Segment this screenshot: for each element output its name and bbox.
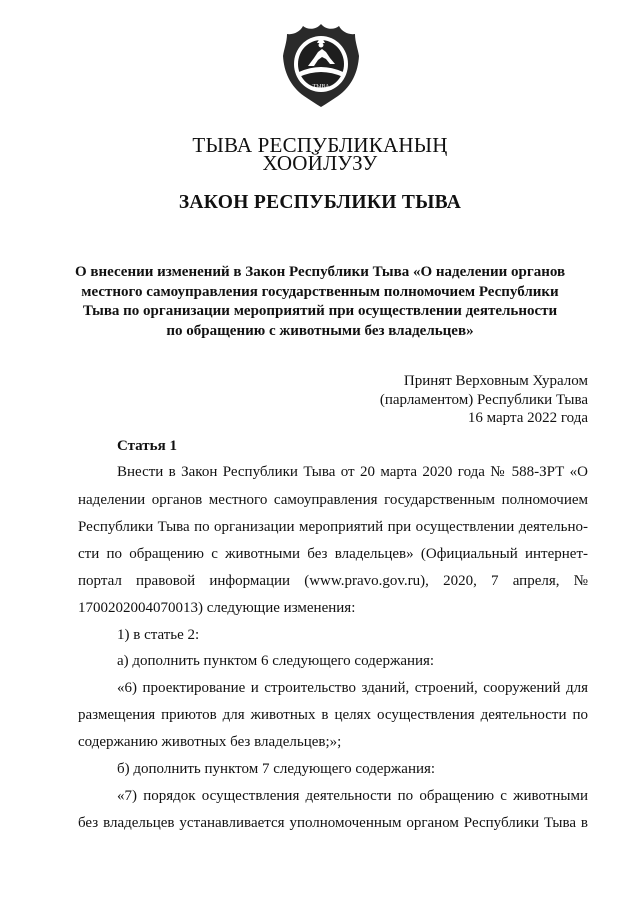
body-line: Республики Тыва по организации мероприятий при осуществлении деятельно- [78, 519, 588, 535]
body-line: без владельцев устанавливается уполномоченным органом Республики Тыва в [78, 815, 588, 831]
body-line: наделении органов местного самоуправления государственным полномочием [78, 492, 588, 508]
body-line: Внести в Закон Республики Тыва от 20 марта 2020 года № 588-ЗРТ «О [117, 464, 588, 480]
body-line: «6) проектирование и строительство зданий, строений, сооружений для [117, 680, 588, 696]
law-subject-line: по обращению с животными без владельцев» [166, 322, 474, 339]
adoption-date: 16 марта 2022 года [467, 410, 588, 426]
body-line: сти по обращению с животными без владельцев» (Официальный интернет- [78, 546, 588, 562]
coat-of-arms-emblem [282, 22, 360, 108]
law-title: ЗАКОН РЕСПУБЛИКИ ТЫВА [178, 192, 462, 213]
body-line: б) дополнить пунктом 7 следующего содержания: [117, 761, 436, 777]
body-line: 1700202004070013) следующие изменения: [78, 600, 356, 616]
body-line: содержанию животных без владельцев;»; [78, 734, 342, 750]
body-line: 1) в статье 2: [117, 627, 200, 643]
law-subject-line: О внесении изменений в Закон Республики Тыва «О наделении органов [74, 264, 566, 280]
body-line: а) дополнить пунктом 6 следующего содержания: [117, 653, 435, 669]
header-line-2: ХООЙЛУЗУ [262, 151, 378, 175]
header-line-1: ТЫВА РЕСПУБЛИКАНЫҢ [192, 133, 448, 157]
article-heading: Статья 1 [117, 438, 177, 454]
adoption-line: Принят Верховным Хуралом [403, 373, 588, 389]
adoption-line: (парламентом) Республики Тыва [379, 391, 588, 408]
law-subject [60, 263, 580, 341]
body-line: «7) порядок осуществления деятельности по обращению с животными [117, 788, 588, 804]
law-subject-line: местного самоуправления государственным полномочием Республики [81, 283, 559, 300]
body-line: портал правовой информации (www.pravo.gov.ru), 2020, 7 апреля, № [78, 573, 588, 589]
body-line: размещения приютов для животных в целях осуществления деятельности по [78, 707, 588, 723]
adoption-note [380, 372, 588, 428]
emblem-text: ТЫВА [312, 84, 330, 90]
law-subject-line: Тыва по организации мероприятий при осуществлении деятельности [82, 303, 558, 319]
